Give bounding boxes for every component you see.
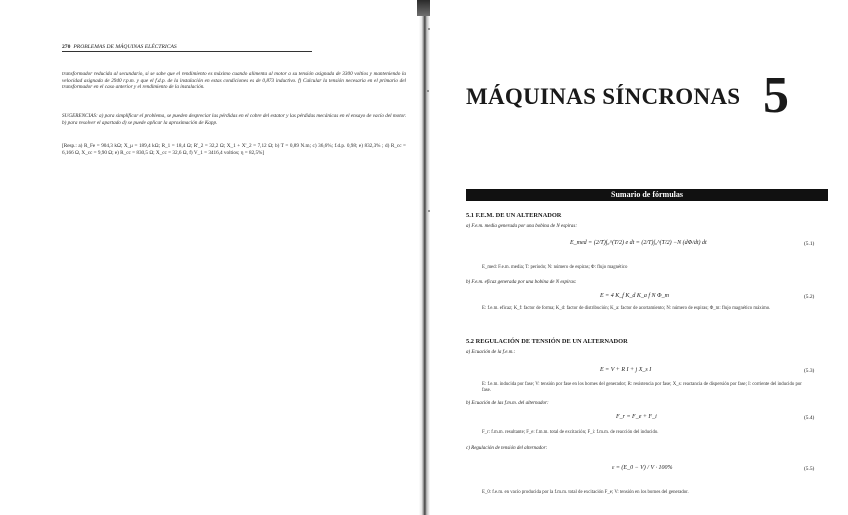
formula: E = V + R I + j X_s I (600, 367, 652, 373)
book-spine (419, 0, 430, 515)
item-label: b) Ecuación de las f.m.m. del alternador: (466, 401, 549, 406)
left-page (0, 0, 420, 515)
formula-number: (5.2) (804, 294, 815, 300)
formula-note: E: f.e.m. inducida por fase; V: tensión por fase en los bornes del generador; R: resistencia por fase; X_s: reactancia de dispersión por fase; I: corriente del inducido por fase. (482, 382, 802, 393)
suggestions-paragraph: SUGERENCIAS: a) para simplificar el problema, se pueden despreciar las pérdidas en el cobre del estator y las pérdidas mecánicas en el ensayo de vacío del motor. b) para resolver el apartado d) se puede aplicar la aproximación de Kapp. (62, 113, 406, 126)
right-page (430, 0, 848, 515)
scan-speckle (427, 90, 429, 92)
chapter-title: MÁQUINAS SÍNCRONAS (466, 84, 741, 109)
formula: F_r = F_e + F_i (616, 414, 657, 420)
chapter-number: 5 (763, 67, 789, 124)
formula-note: E_med: F.e.m. media; T: período; N: número de espiras; Φ: flujo magnético (482, 265, 628, 270)
page-number: 270 (62, 44, 71, 50)
book-spine-top (417, 0, 431, 16)
section-heading: 5.1 F.E.M. DE UN ALTERNADOR (466, 212, 562, 219)
summary-heading: Sumario de fórmulas (466, 189, 828, 201)
formula-note: E: f.e.m. eficaz; K_f: factor de forma; K_d: factor de distribución; K_a: factor de acortamiento; N: número de espiras; Φ_m: flujo magnético máximo. (482, 306, 771, 311)
formula-number: (5.1) (804, 241, 815, 247)
running-head (62, 44, 312, 52)
formula-number: (5.5) (804, 466, 815, 472)
formula: ε = (E_0 − V) / V · 100% (612, 465, 673, 471)
item-label: a) F.e.m. media generada por una bobina de N espiras: (466, 224, 578, 229)
section-heading: 5.2 REGULACIÓN DE TENSIÓN DE UN ALTERNADOR (466, 338, 628, 345)
formula-note: F_r: f.m.m. resultante; F_e: f.m.m. total de excitación; F_i: f.m.m. de reacción del inducido. (482, 430, 659, 435)
formula-number: (5.4) (804, 415, 815, 421)
answer-paragraph: [Resp.: a) R_Fe = 904,3 kΩ; X_μ = 189,4 kΩ; R_1 = 18,4 Ω; R'_2 = 32,2 Ω; X_1 + X'_2 = 7,12 Ω; b) T = 0,89 N.m; c) 36,6%; f.d.p. 0,98; e) 832,3% ; d) R_cc = 6,166 Ω, X_cc = 9,90 Ω; e) R_cc = 830,5 Ω; X_cc = 32,6 Ω, f) V_1 = 3416,4 voltios; η = 82,5%] (62, 143, 406, 156)
item-label: c) Regulación de tensión del alternador: (466, 446, 548, 451)
item-label: a) Ecuación de la f.e.m.: (466, 350, 516, 355)
formula-number: (5.3) (804, 368, 815, 374)
formula: E_med = (2/T)∫₀^(T/2) e dt = (2/T)∫₀^(T/2) −N (dΦ/dt) dt (570, 240, 707, 246)
running-head-title: PROBLEMAS DE MÁQUINAS ELÉCTRICAS (73, 44, 177, 50)
formula-note: E_0: f.e.m. en vacío producida por la f.m.m. total de excitación F_e; V: tensión en los bornes del generador. (482, 490, 689, 495)
item-label: b) F.e.m. eficaz generada por una bobina de N espiras: (466, 280, 577, 285)
formula: E = 4 K_f K_d K_a f N Φ_m (600, 293, 669, 299)
problem-paragraph: transformador reducida al secundario, si se sabe que el rendimiento es máximo cuando alimenta al motor a su tensión asignada de 3300 voltios y manteniendo la velocidad asignada de 2940 r.p.m. y que el f.d.p. de la instalación en estas condiciones es de 0,873 inductivo. f) Calcular la tensión necesaria en el primario del transformador en el caso anterior y el rendimiento de la instalación. (62, 71, 406, 91)
